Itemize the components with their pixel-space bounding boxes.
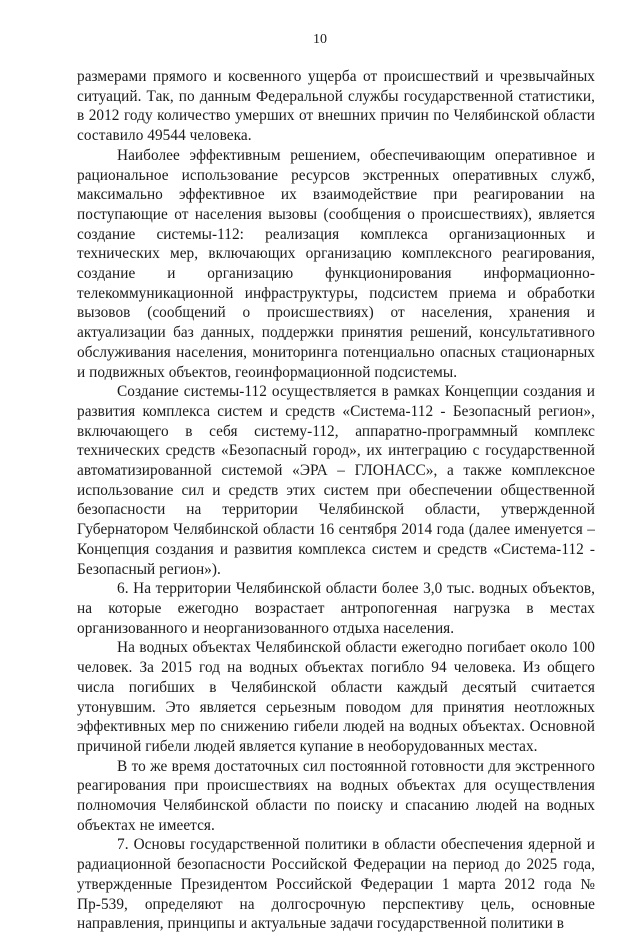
paragraph-system-112-concept: Создание системы-112 осуществляется в рамках Концепции создания и развития комплекса систем и средств «Система-112 - Безопасный регион», включающего в себя систему-112, аппаратно-программный комплекс технических средств «Безопасный город», их интеграцию с государственной автоматизированной системой «ЭРА – ГЛОНАСС», а также комплексное использование сил и средств этих систем при обеспечении общественной безопасности на территории Челябинской области, утвержденной Губернатором Челябинской области 16 сентября 2014 года (далее именуется – Концепция создания и развития комплекса систем и средств «Система-112 - Безопасный регион»). <box>77 383 595 578</box>
page-number: 10 <box>313 32 327 47</box>
paragraph-rescue-forces: В то же время достаточных сил постоянной готовности для экстренного реагирования при происшествиях на водных объектах для осуществления полномочия Челябинской области по поиску и спасанию людей на водных объектах не имеется. <box>77 757 595 834</box>
paragraph-damage-statistics: размерами прямого и косвенного ущерба от происшествий и чрезвычайных ситуаций. Так, по данным Федеральной службы государственной статистики, в 2012 году количество умерших от внешних причин по Челябинской области составило 49544 человека. <box>77 68 595 145</box>
document-body <box>77 67 595 934</box>
paragraph-drowning-statistics: На водных объектах Челябинской области ежегодно погибает около 100 человек. За 2015 год на водных объектах погибло 94 человека. Из общего числа погибших в Челябинской области каждый десятый считается утонувшим. Это является серьезным поводом для принятия неотложных эффективных мер по снижению гибели людей на водных объектах. Основной причиной гибели людей является купание в необорудованных местах. <box>77 639 595 755</box>
paragraph-water-objects: 6. На территории Челябинской области более 3,0 тыс. водных объектов, на которые ежегодно возрастает антропогенная нагрузка в местах организованного и неорганизованного отдыха населения. <box>77 580 595 637</box>
paragraph-system-112-solution: Наиболее эффективным решением, обеспечивающим оперативное и рациональное использование ресурсов экстренных оперативных служб, максимально эффективное их взаимодействие при реагировании на поступающие от населения вызовы (сообщения о происшествиях), является создание системы-112: реализация комплекса организационных и технических мер, включающих организацию комплексного реагирования, создание и организацию функционирования информационно-телекоммуникационной инфраструктуры, подсистем приема и обработки вызовов (сообщений о происшествиях) от населения, хранения и актуализации баз данных, поддержки принятия решений, консультативного обслуживания населения, мониторинга потенциально опасных стационарных и подвижных объектов, геоинформационной подсистемы. <box>77 146 595 381</box>
paragraph-nuclear-safety-policy: 7. Основы государственной политики в области обеспечения ядерной и радиационной безопасности Российской Федерации на период до 2025 года, утвержденные Президентом Российской Федерации 1 марта 2012 года № Пр-539, определяют на долгосрочную перспективу цель, основные направления, принципы и актуальные задачи государственной политики в <box>77 836 595 933</box>
